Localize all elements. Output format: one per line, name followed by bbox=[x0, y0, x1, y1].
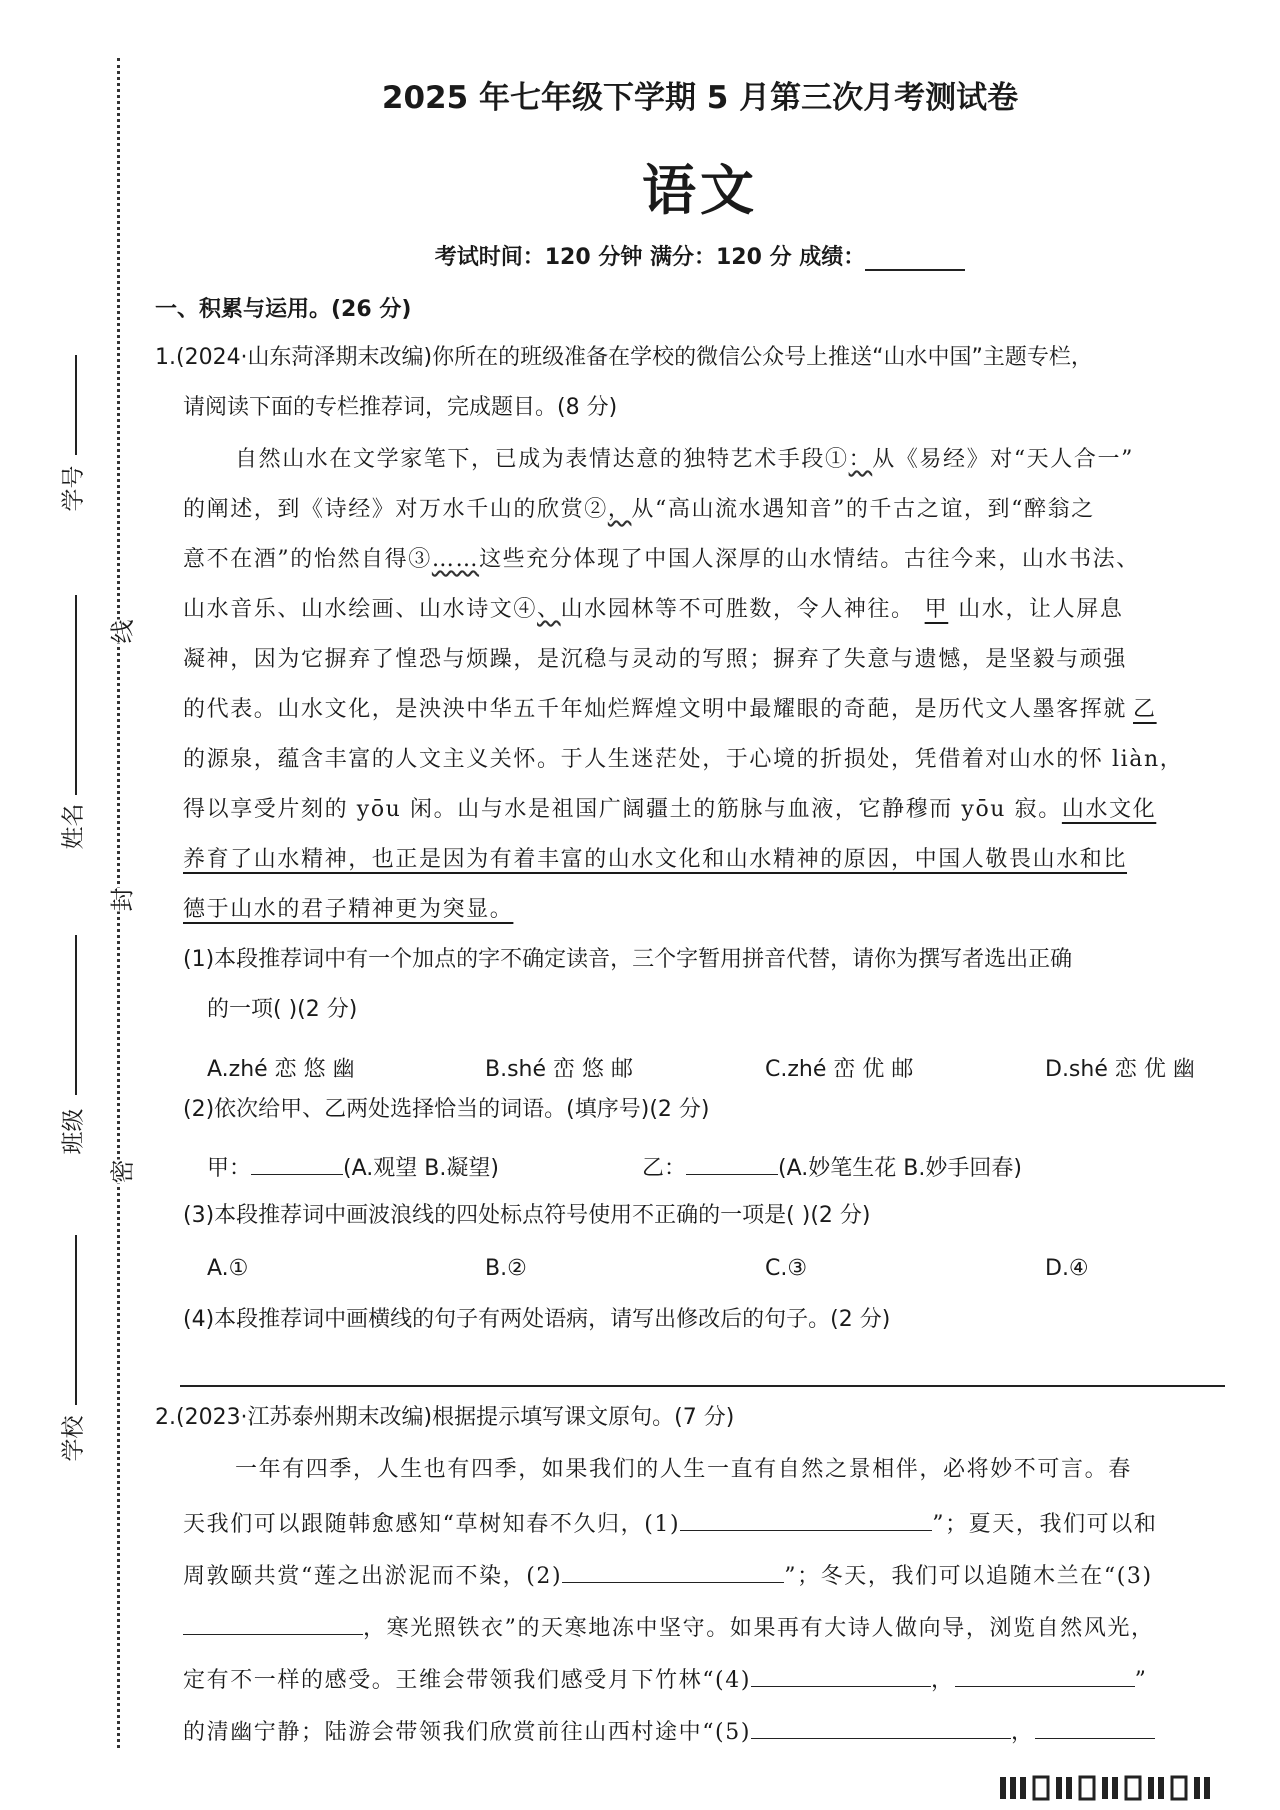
passage-text: 这些充分体现了中国人深厚的山水情结。古往今来，山水书法、 bbox=[479, 547, 1140, 572]
passage-text: 的代表。山水文化，是泱泱中华五千年灿烂辉煌文明中最耀眼的奇葩，是历代文人墨客挥就 bbox=[183, 697, 1128, 722]
passage-line-1 bbox=[235, 444, 1134, 476]
jia-answer-blank[interactable] bbox=[251, 1150, 343, 1175]
q2-line-2 bbox=[183, 1506, 1157, 1541]
punct-mark-3: …… bbox=[431, 547, 480, 572]
q2-line-1: 一年有四季，人生也有四季，如果我们的人生一直有自然之景相伴，必将妙不可言。春 bbox=[235, 1457, 1132, 1482]
yi-answer-blank[interactable] bbox=[686, 1150, 778, 1175]
student-id-blank bbox=[75, 355, 77, 455]
q1-sub3-option-d[interactable]: D.④ bbox=[1045, 1256, 1089, 1281]
passage-text: 山水园林等不可胜数，令人神往。 bbox=[560, 597, 915, 622]
passage-text: 意不在酒”的怡然自得③ bbox=[183, 547, 432, 572]
q1-sub1-option-b[interactable]: B.shé 峦 悠 邮 bbox=[485, 1057, 634, 1082]
q1-sub1-option-d[interactable]: D.shé 恋 优 幽 bbox=[1045, 1057, 1195, 1082]
faulty-sentence-part1: 山水文化 bbox=[1061, 797, 1157, 822]
student-id-label: 学号 bbox=[60, 465, 87, 512]
name-blank bbox=[75, 595, 77, 795]
passage-text: ” bbox=[1134, 1668, 1148, 1693]
punct-mark-4: 、 bbox=[537, 597, 561, 622]
q1-sub4: (4)本段推荐词中画横线的句子有两处语病，请写出修改后的句子。(2 分) bbox=[183, 1307, 891, 1332]
passage-line-6 bbox=[183, 694, 1163, 726]
passage-text: ， bbox=[1011, 1720, 1035, 1745]
passage-text: ，寒光照铁衣”的天寒地冻中坚守。如果再有大诗人做向导，浏览自然风光， bbox=[363, 1616, 1155, 1641]
q1-sub3: (3)本段推荐词中画波浪线的四处标点符号使用不正确的一项是( )(2 分) bbox=[183, 1203, 871, 1228]
passage-text: 的阐述，到《诗经》对万水千山的欣赏② bbox=[183, 497, 608, 522]
section-heading: 一、积累与运用。(26 分) bbox=[155, 297, 412, 322]
exam-title: 2025 年七年级下学期 5 月第三次月考测试卷 bbox=[381, 80, 1019, 116]
q2-line-5 bbox=[183, 1662, 1147, 1697]
q2-blank-4b[interactable] bbox=[955, 1662, 1135, 1687]
passage-line-3 bbox=[183, 544, 1140, 576]
school-blank bbox=[75, 1235, 77, 1405]
yi-options: (A.妙笔生花 B.妙手回春) bbox=[778, 1156, 1022, 1181]
q1-stem-line2: 请阅读下面的专栏推荐词，完成题目。(8 分) bbox=[183, 395, 618, 420]
passage-text: 的清幽宁静；陆游会带领我们欣赏前往山西村途中“(5) bbox=[183, 1720, 752, 1745]
passage-text: 自然山水在文学家笔下，已成为表情达意的独特艺术手段① bbox=[235, 447, 849, 472]
q1-sub4-answer-line[interactable] bbox=[180, 1385, 1225, 1387]
passage-text: ， bbox=[931, 1668, 955, 1693]
seal-char-line: 线 bbox=[101, 620, 140, 644]
passage-line-5: 凝神，因为它摒弃了惶恐与烦躁，是沉稳与灵动的写照；摒弃了失意与遗憾，是坚毅与顽强 bbox=[183, 647, 1128, 672]
q2-line-4 bbox=[183, 1610, 1155, 1645]
subject-title: 语文 bbox=[642, 159, 758, 222]
passage-text: 从《易经》对“天人合一” bbox=[872, 447, 1134, 472]
q1-sub2-jia bbox=[207, 1150, 499, 1182]
passage-text: 天我们可以跟随韩愈感知“草树知春不久归，(1) bbox=[183, 1512, 681, 1537]
class-label: 班级 bbox=[60, 1108, 87, 1155]
q1-sub3-option-c[interactable]: C.③ bbox=[765, 1256, 808, 1281]
passage-text: 周敦颐共赏“莲之出淤泥而不染，(2) bbox=[183, 1564, 563, 1589]
jia-label: 甲： bbox=[207, 1156, 252, 1181]
jia-options: (A.观望 B.凝望) bbox=[343, 1156, 499, 1181]
q2-blank-4a[interactable] bbox=[751, 1662, 931, 1687]
q2-blank-1[interactable] bbox=[680, 1506, 932, 1531]
passage-line-10 bbox=[183, 894, 513, 926]
q1-sub3-option-a[interactable]: A.① bbox=[207, 1256, 249, 1281]
school-label: 学校 bbox=[60, 1415, 87, 1462]
score-blank[interactable] bbox=[865, 247, 965, 271]
q1-sub1-line2: 的一项( )(2 分) bbox=[207, 997, 358, 1022]
blank-yi[interactable]: 乙 bbox=[1133, 697, 1157, 722]
exam-info-text: 考试时间：120 分钟 满分：120 分 成绩： bbox=[434, 245, 866, 270]
q2-blank-3[interactable] bbox=[183, 1610, 363, 1635]
passage-text: ”；夏天，我们可以和 bbox=[932, 1512, 1158, 1537]
yi-label: 乙： bbox=[642, 1156, 687, 1181]
q2-blank-2[interactable] bbox=[562, 1558, 784, 1583]
passage-text: 定有不一样的感受。王维会带领我们感受月下竹林“(4) bbox=[183, 1668, 752, 1693]
passage-text: 从“高山流水遇知音”的千古之谊，到“醉翁之 bbox=[631, 497, 1095, 522]
punct-mark-1: ： bbox=[848, 447, 873, 472]
name-label: 姓名 bbox=[60, 803, 87, 850]
passage-line-7: 的源泉，蕴含丰富的人文主义关怀。于人生迷茫处，于心境的折损处，凭借着对山水的怀 liàn， bbox=[183, 747, 1184, 772]
faulty-sentence-part3: 德于山水的君子精神更为突显。 bbox=[183, 897, 514, 922]
blank-jia[interactable]: 甲 bbox=[924, 597, 949, 622]
seal-char-seal: 封 bbox=[101, 888, 140, 912]
q1-stem-line1: 1.(2024·山东菏泽期末改编)你所在的班级准备在学校的微信公众号上推送“山水中国”主题专栏， bbox=[155, 345, 1093, 370]
passage-line-4 bbox=[183, 594, 1123, 626]
seal-char-secret: 密 bbox=[101, 1160, 140, 1184]
faulty-sentence-part2: 养育了山水精神，也正是因为有着丰富的山水文化和山水精神的原因，中国人敬畏山水和比 bbox=[183, 847, 1128, 872]
q2-blank-5b[interactable] bbox=[1035, 1714, 1155, 1739]
passage-text: 山水音乐、山水绘画、山水诗文④ bbox=[183, 597, 538, 622]
passage-text: 山水，让人屏息 bbox=[958, 597, 1124, 622]
passage-text: ”；冬天，我们可以追随木兰在“(3) bbox=[784, 1564, 1153, 1589]
passage-text: 得以享受片刻的 yōu 闲。山与水是祖国广阔疆土的筋脉与血液，它静穆而 yōu 寂。 bbox=[183, 797, 1062, 822]
watermark-logo-icon bbox=[1000, 1773, 1250, 1803]
q1-sub2: (2)依次给甲、乙两处选择恰当的词语。(填序号)(2 分) bbox=[183, 1097, 710, 1122]
q2-line-3 bbox=[183, 1558, 1153, 1593]
passage-line-8 bbox=[183, 794, 1156, 826]
punct-mark-2: ， bbox=[607, 497, 632, 522]
q1-sub1-option-c[interactable]: C.zhé 峦 优 邮 bbox=[765, 1057, 914, 1082]
q2-line-6 bbox=[183, 1714, 1155, 1749]
q1-sub1-line1: (1)本段推荐词中有一个加点的字不确定读音，三个字暂用拼音代替，请你为撰写者选出正确 bbox=[183, 947, 1073, 972]
q2-stem: 2.(2023·江苏泰州期末改编)根据提示填写课文原句。(7 分) bbox=[155, 1405, 735, 1430]
q1-sub3-option-b[interactable]: B.② bbox=[485, 1256, 527, 1281]
passage-line-2 bbox=[183, 494, 1095, 526]
exam-info bbox=[150, 240, 1250, 271]
q2-blank-5a[interactable] bbox=[751, 1714, 1011, 1739]
class-blank bbox=[75, 935, 77, 1095]
q1-sub2-yi bbox=[642, 1150, 1022, 1182]
q1-sub1-option-a[interactable]: A.zhé 恋 悠 幽 bbox=[207, 1057, 355, 1082]
